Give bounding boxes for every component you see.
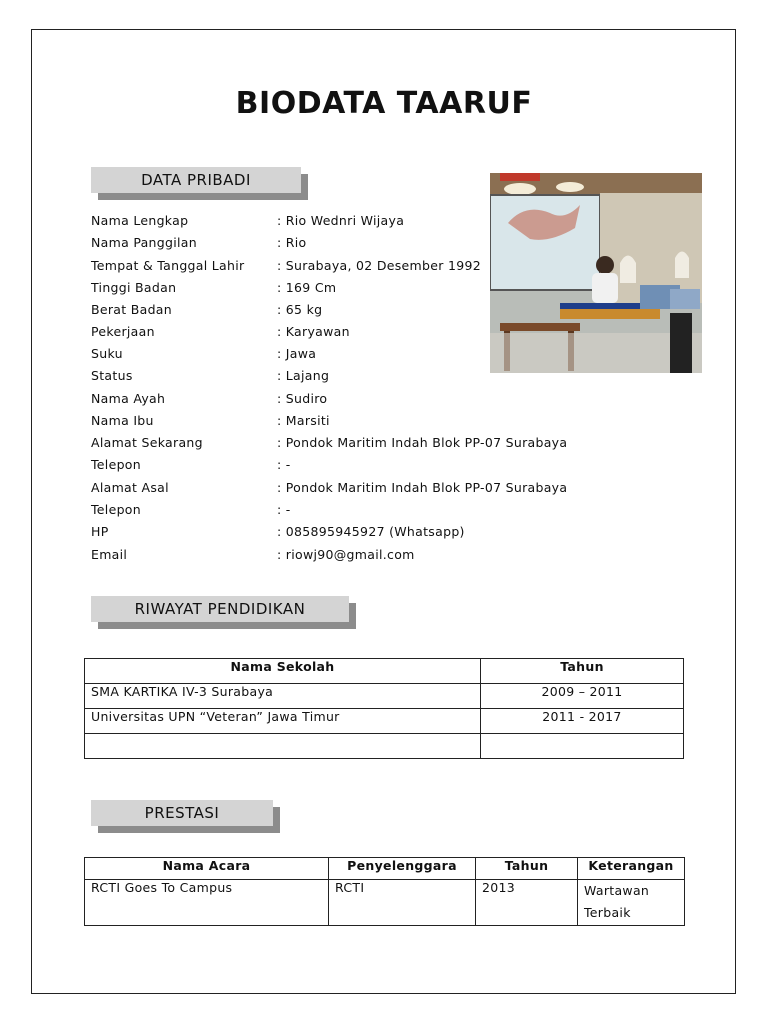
field-value: : - [277, 457, 291, 472]
column-header: Nama Acara [85, 858, 329, 880]
field-label: Pekerjaan [91, 324, 155, 339]
table-cell [481, 734, 684, 759]
table-cell: Universitas UPN “Veteran” Jawa Timur [85, 709, 481, 734]
field-value: : 085895945927 (Whatsapp) [277, 524, 465, 539]
column-header: Keterangan [578, 858, 685, 880]
achievements-table [84, 857, 685, 926]
field-value: : Pondok Maritim Indah Blok PP-07 Surabaya [277, 435, 568, 450]
field-label: Tempat & Tanggal Lahir [91, 258, 245, 273]
table-cell: RCTI [329, 880, 476, 926]
field-value: : - [277, 502, 291, 517]
table-header-row [85, 858, 685, 880]
field-value: : Jawa [277, 346, 317, 361]
column-header: Nama Sekolah [85, 659, 481, 684]
field-label: Status [91, 368, 133, 383]
field-value: : Surabaya, 02 Desember 1992 [277, 258, 481, 273]
table-header-row [85, 659, 684, 684]
field-label: Tinggi Badan [91, 280, 177, 295]
field-value: : riowj90@gmail.com [277, 547, 415, 562]
field-value: : Lajang [277, 368, 330, 383]
field-label: Telepon [91, 502, 141, 517]
section-header-riwayat-pendidikan [91, 596, 349, 622]
field-value: : Karyawan [277, 324, 350, 339]
column-header: Tahun [476, 858, 578, 880]
profile-photo [490, 173, 702, 373]
table-row [85, 880, 685, 926]
field-label: Nama Panggilan [91, 235, 197, 250]
field-label: Alamat Asal [91, 480, 169, 495]
table-cell: 2011 - 2017 [481, 709, 684, 734]
section-header-data-pribadi [91, 167, 301, 193]
field-value: : Pondok Maritim Indah Blok PP-07 Surabaya [277, 480, 568, 495]
field-label: Alamat Sekarang [91, 435, 203, 450]
field-value: : Sudiro [277, 391, 328, 406]
page-title: BIODATA TAARUF [235, 86, 533, 121]
table-cell: 2013 [476, 880, 578, 926]
field-label: Nama Ayah [91, 391, 166, 406]
column-header: Penyelenggara [329, 858, 476, 880]
field-value: : Rio [277, 235, 307, 250]
field-label: Nama Lengkap [91, 213, 189, 228]
section-label: DATA PRIBADI [91, 167, 301, 193]
column-header: Tahun [481, 659, 684, 684]
field-label: HP [91, 524, 109, 539]
section-label: RIWAYAT PENDIDIKAN [91, 596, 349, 622]
table-row [85, 709, 684, 734]
field-label: Suku [91, 346, 123, 361]
field-label: Email [91, 547, 128, 562]
table-cell: 2009 – 2011 [481, 684, 684, 709]
field-value: : 169 Cm [277, 280, 337, 295]
table-row [85, 734, 684, 759]
field-value: : 65 kg [277, 302, 323, 317]
table-cell: SMA KARTIKA IV-3 Surabaya [85, 684, 481, 709]
field-label: Berat Badan [91, 302, 172, 317]
field-label: Nama Ibu [91, 413, 154, 428]
section-header-prestasi [91, 800, 273, 826]
table-cell: RCTI Goes To Campus [85, 880, 329, 926]
table-cell [85, 734, 481, 759]
table-row [85, 684, 684, 709]
education-table [84, 658, 684, 759]
field-value: : Marsiti [277, 413, 330, 428]
field-value: : Rio Wednri Wijaya [277, 213, 405, 228]
field-label: Telepon [91, 457, 141, 472]
table-cell: Wartawan Terbaik [578, 880, 685, 926]
section-label: PRESTASI [91, 800, 273, 826]
